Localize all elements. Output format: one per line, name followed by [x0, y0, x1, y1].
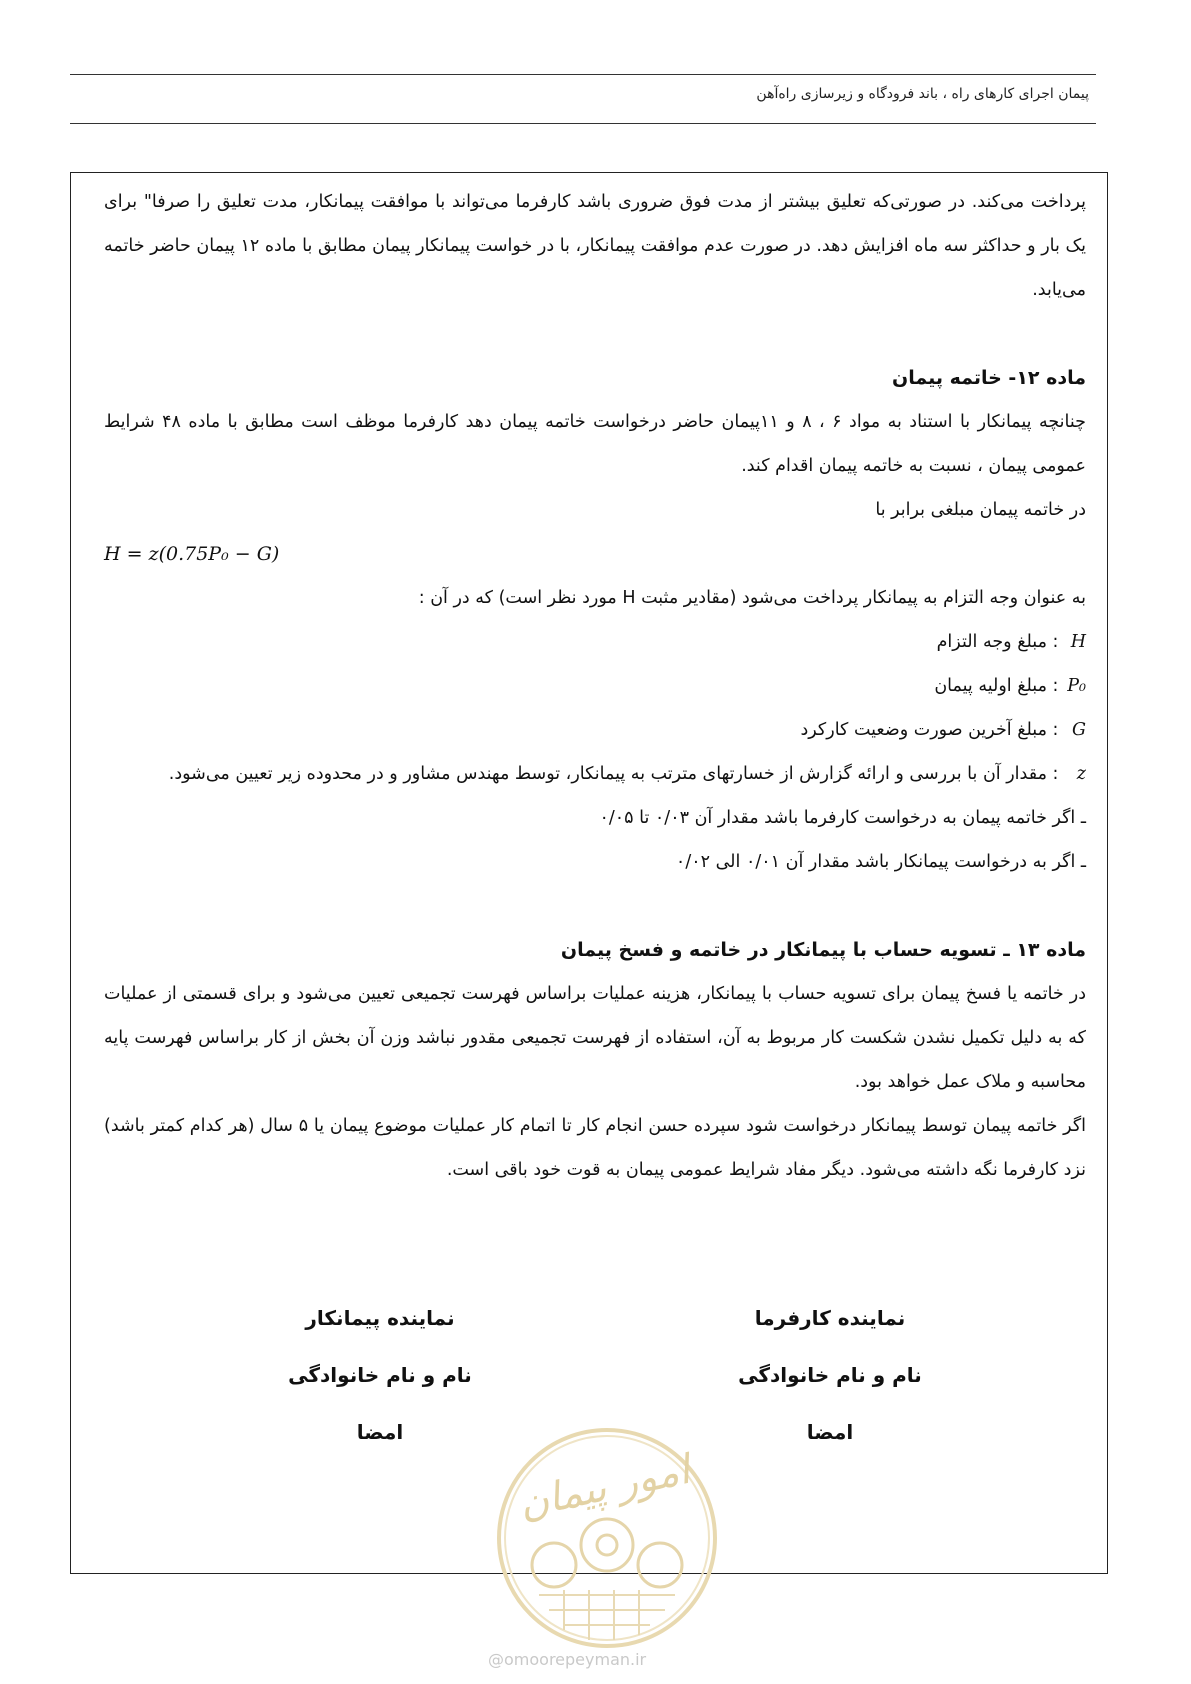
article-13-heading: ماده ۱۳ ـ تسویه حساب با پیمانکار در خاتمه و فسخ پیمان	[560, 939, 1086, 961]
variable-z	[104, 752, 1086, 796]
variable-symbol: P₀	[1067, 676, 1086, 696]
penalty-formula: H = z(0.75P₀ − G)	[104, 543, 280, 565]
range-item-employer: ـ اگر خاتمه پیمان به درخواست کارفرما باشد مقدار آن ۰/۰۳ تا ۰/۰۵	[599, 808, 1086, 828]
variable-symbol: G	[1072, 720, 1086, 740]
section-spacer	[104, 884, 1086, 928]
variable-symbol: H	[1070, 632, 1086, 652]
article-12-after-formula: به عنوان وجه التزام به پیمانکار پرداخت می‌شود (مقادیر مثبت H مورد نظر است) که در آن :	[418, 588, 1086, 608]
range-item-contractor: ـ اگر به درخواست پیمانکار باشد مقدار آن ۰/۰۱ الی ۰/۰۲	[675, 852, 1086, 872]
contractor-name-label: نام و نام خانوادگی	[288, 1363, 472, 1387]
variable-g	[104, 708, 1086, 752]
contractor-representative-title: نماینده پیمانکار	[305, 1306, 455, 1330]
variable-symbol: z	[1076, 764, 1086, 784]
article-12-heading: ماده ۱۲- خاتمه پیمان	[891, 367, 1086, 389]
header-rule-top	[70, 74, 1096, 75]
omoor-peyman-stamp-logo	[494, 1425, 720, 1651]
variable-p0	[104, 664, 1086, 708]
article-13-paragraph-2: اگر خاتمه پیمان توسط پیمانکار درخواست شود سپرده حسن انجام کار تا اتمام کار عملیات موضوع پیمان یا ۵ سال (هر کدام کمتر باشد) نزد کارفرما نگه داشته می‌شود. دیگر مفاد شرایط عمومی پیمان به قوت خود باقی است.	[104, 1116, 1087, 1180]
employer-name-label: نام و نام خانوادگی	[738, 1363, 922, 1387]
variable-description: : مقدار آن با بررسی و ارائه گزارش از خسارتهای مترتب به پیمانکار، توسط مهندس مشاور و در محدوده زیر تعیین می‌شود.	[168, 764, 1059, 784]
intro-paragraph: پرداخت می‌کند. در صورتی‌که تعلیق بیشتر از مدت فوق ضروری باشد کارفرما می‌تواند با موافقت پیمانکار، مدت تعلیق را صرفا" برای یک بار و حداکثر سه ماه افزایش دهد. در صورت عدم موافقت پیمانکار، با در خواست پیمانکار پیمان مطابق با ماده ۱۲ پیمان حاضر خاتمه می‌یابد.	[104, 192, 1087, 300]
header-rule-bottom	[70, 123, 1096, 124]
stamp-calligraphy: امور پیمان	[514, 1446, 694, 1528]
stamp-gears	[532, 1519, 682, 1587]
website-watermark: @omoorepeyman.ir	[488, 1650, 647, 1669]
employer-signature-block	[700, 1290, 960, 1461]
variable-description: : مبلغ آخرین صورت وضعیت کارکرد	[800, 720, 1059, 740]
stamp-grid	[539, 1590, 675, 1640]
variable-description: : مبلغ وجه التزام	[936, 632, 1059, 652]
section-spacer	[104, 312, 1086, 356]
article-13-paragraph-1: در خاتمه یا فسخ پیمان برای تسویه حساب با پیمانکار، هزینه عملیات براساس فهرست تجمیعی تعیین می‌شود و برای قسمتی از عملیات که به دلیل تکمیل نشدن شکست کار مربوط به آن، استفاده از فهرست تجمیعی مقدور نباشد وزن آن بخش از کار براساس فهرست پایه محاسبه و ملاک عمل خواهد بود.	[104, 984, 1086, 1092]
article-12-lead: در خاتمه پیمان مبلغی برابر با	[875, 500, 1086, 520]
contractor-sign-label: امضا	[356, 1420, 404, 1444]
page-body	[104, 180, 1086, 1192]
employer-representative-title: نماینده کارفرما	[754, 1306, 906, 1330]
article-12-paragraph: چنانچه پیمانکار با استناد به مواد ۶ ، ۸ و ۱۱پیمان حاضر درخواست خاتمه پیمان دهد کارفرما موظف است مطابق با ماده ۴۸ شرایط عمومی پیمان ، نسبت به خاتمه پیمان اقدام کند.	[104, 412, 1086, 476]
page-header-title: پیمان اجرای کارهای راه ، باند فرودگاه و زیرسازی راه‌آهن	[756, 86, 1089, 102]
employer-sign-label: امضا	[806, 1420, 854, 1444]
variable-description: : مبلغ اولیه پیمان	[934, 676, 1059, 696]
contractor-signature-block	[250, 1290, 510, 1461]
variable-h	[104, 620, 1086, 664]
